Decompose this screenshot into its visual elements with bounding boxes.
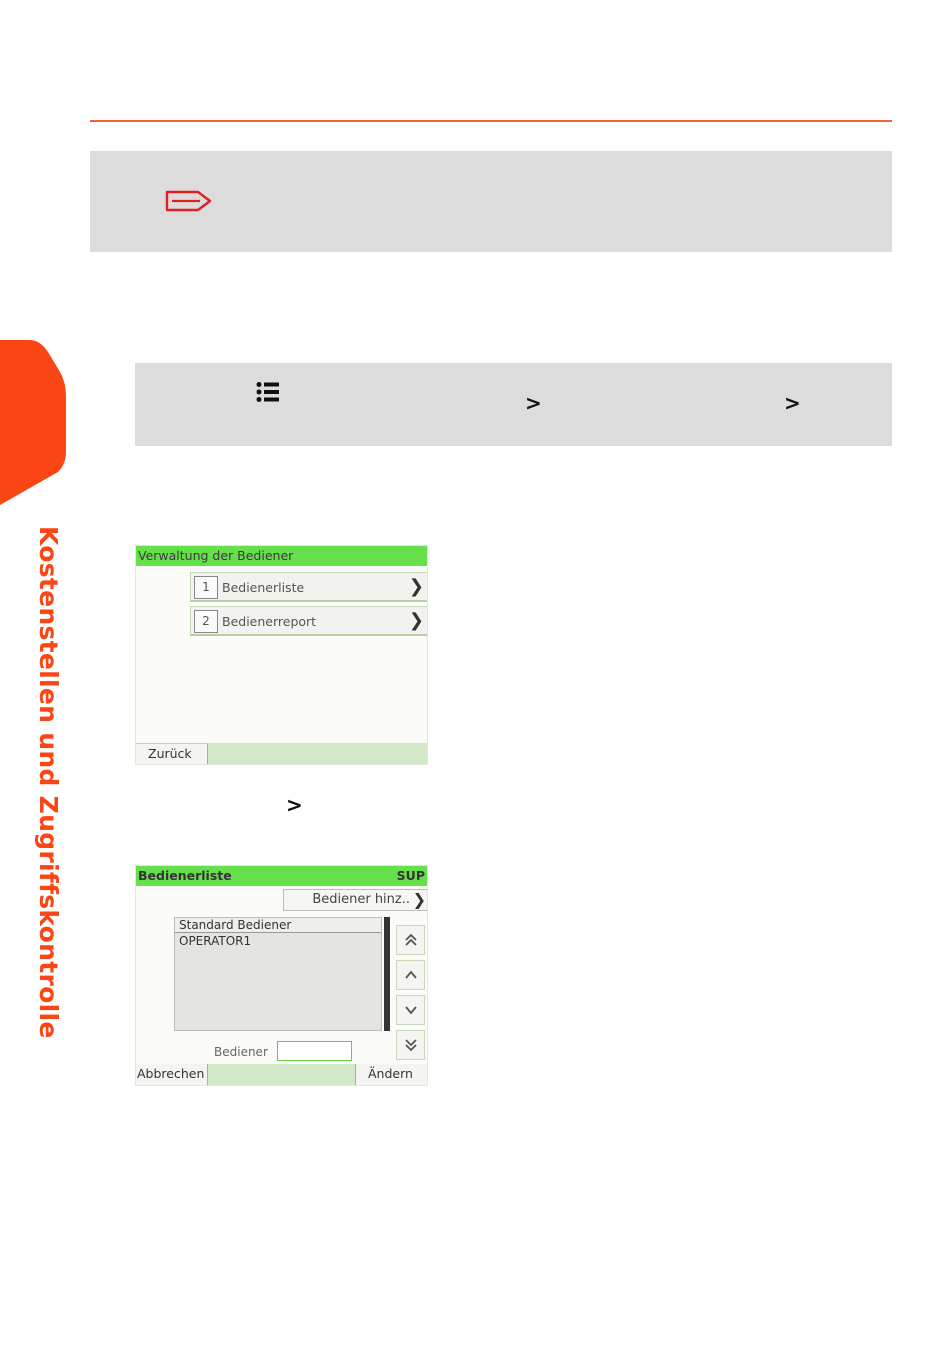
double-chevron-down-icon — [404, 1038, 418, 1052]
change-button[interactable]: Ändern — [355, 1064, 427, 1085]
menu-item-number: 2 — [194, 610, 218, 633]
cancel-button[interactable]: Abbrechen — [136, 1064, 208, 1085]
screen-title: Bedienerliste — [138, 868, 232, 883]
scroll-bottom-button[interactable] — [396, 1030, 425, 1060]
note-box — [90, 151, 892, 252]
screen-title-bar — [136, 866, 427, 886]
add-operator-button[interactable] — [283, 889, 428, 911]
scroll-up-button[interactable] — [396, 960, 425, 990]
operator-list-screen — [135, 865, 428, 1086]
path-separator: > — [525, 391, 542, 415]
chevron-right-icon: ❯ — [408, 576, 424, 597]
list-item[interactable]: OPERATOR1 — [179, 934, 252, 948]
scroll-top-button[interactable] — [396, 925, 425, 955]
screen-title: Verwaltung der Bediener — [136, 546, 427, 566]
chevron-up-icon — [404, 968, 418, 982]
menu-list-icon — [256, 381, 280, 403]
menu-item-label: Bedienerreport — [222, 614, 317, 629]
operator-field-label: Bediener — [214, 1045, 268, 1059]
section-divider — [90, 120, 892, 122]
operator-input[interactable] — [277, 1041, 352, 1061]
scroll-down-button[interactable] — [396, 995, 425, 1025]
navigation-path-box — [135, 363, 892, 446]
note-tag-icon — [164, 189, 214, 213]
path-separator: > — [784, 391, 801, 415]
operator-management-screen — [135, 545, 428, 765]
menu-item-label: Bedienerliste — [222, 580, 305, 595]
menu-item-operator-report[interactable] — [190, 606, 428, 636]
operator-list[interactable] — [174, 917, 382, 1031]
scrollbar[interactable] — [384, 917, 390, 1031]
double-chevron-up-icon — [404, 933, 418, 947]
chevron-right-icon: ❯ — [408, 610, 424, 631]
user-role-badge: SUP — [396, 868, 425, 883]
list-item[interactable]: Standard Bediener — [175, 918, 381, 933]
step-separator: > — [286, 793, 303, 817]
add-operator-label: Bediener hinz.. — [312, 892, 410, 907]
menu-item-operator-list[interactable] — [190, 572, 428, 602]
chevron-right-icon: ❯ — [412, 890, 426, 909]
screen-footer — [136, 743, 427, 764]
chapter-title: Kostenstellen und Zugriffskontrolle — [34, 526, 63, 1039]
menu-item-number: 1 — [194, 576, 218, 599]
chevron-down-icon — [404, 1003, 418, 1017]
back-button[interactable]: Zurück — [136, 743, 208, 764]
screen-footer — [136, 1064, 427, 1085]
chapter-tab — [0, 340, 66, 505]
